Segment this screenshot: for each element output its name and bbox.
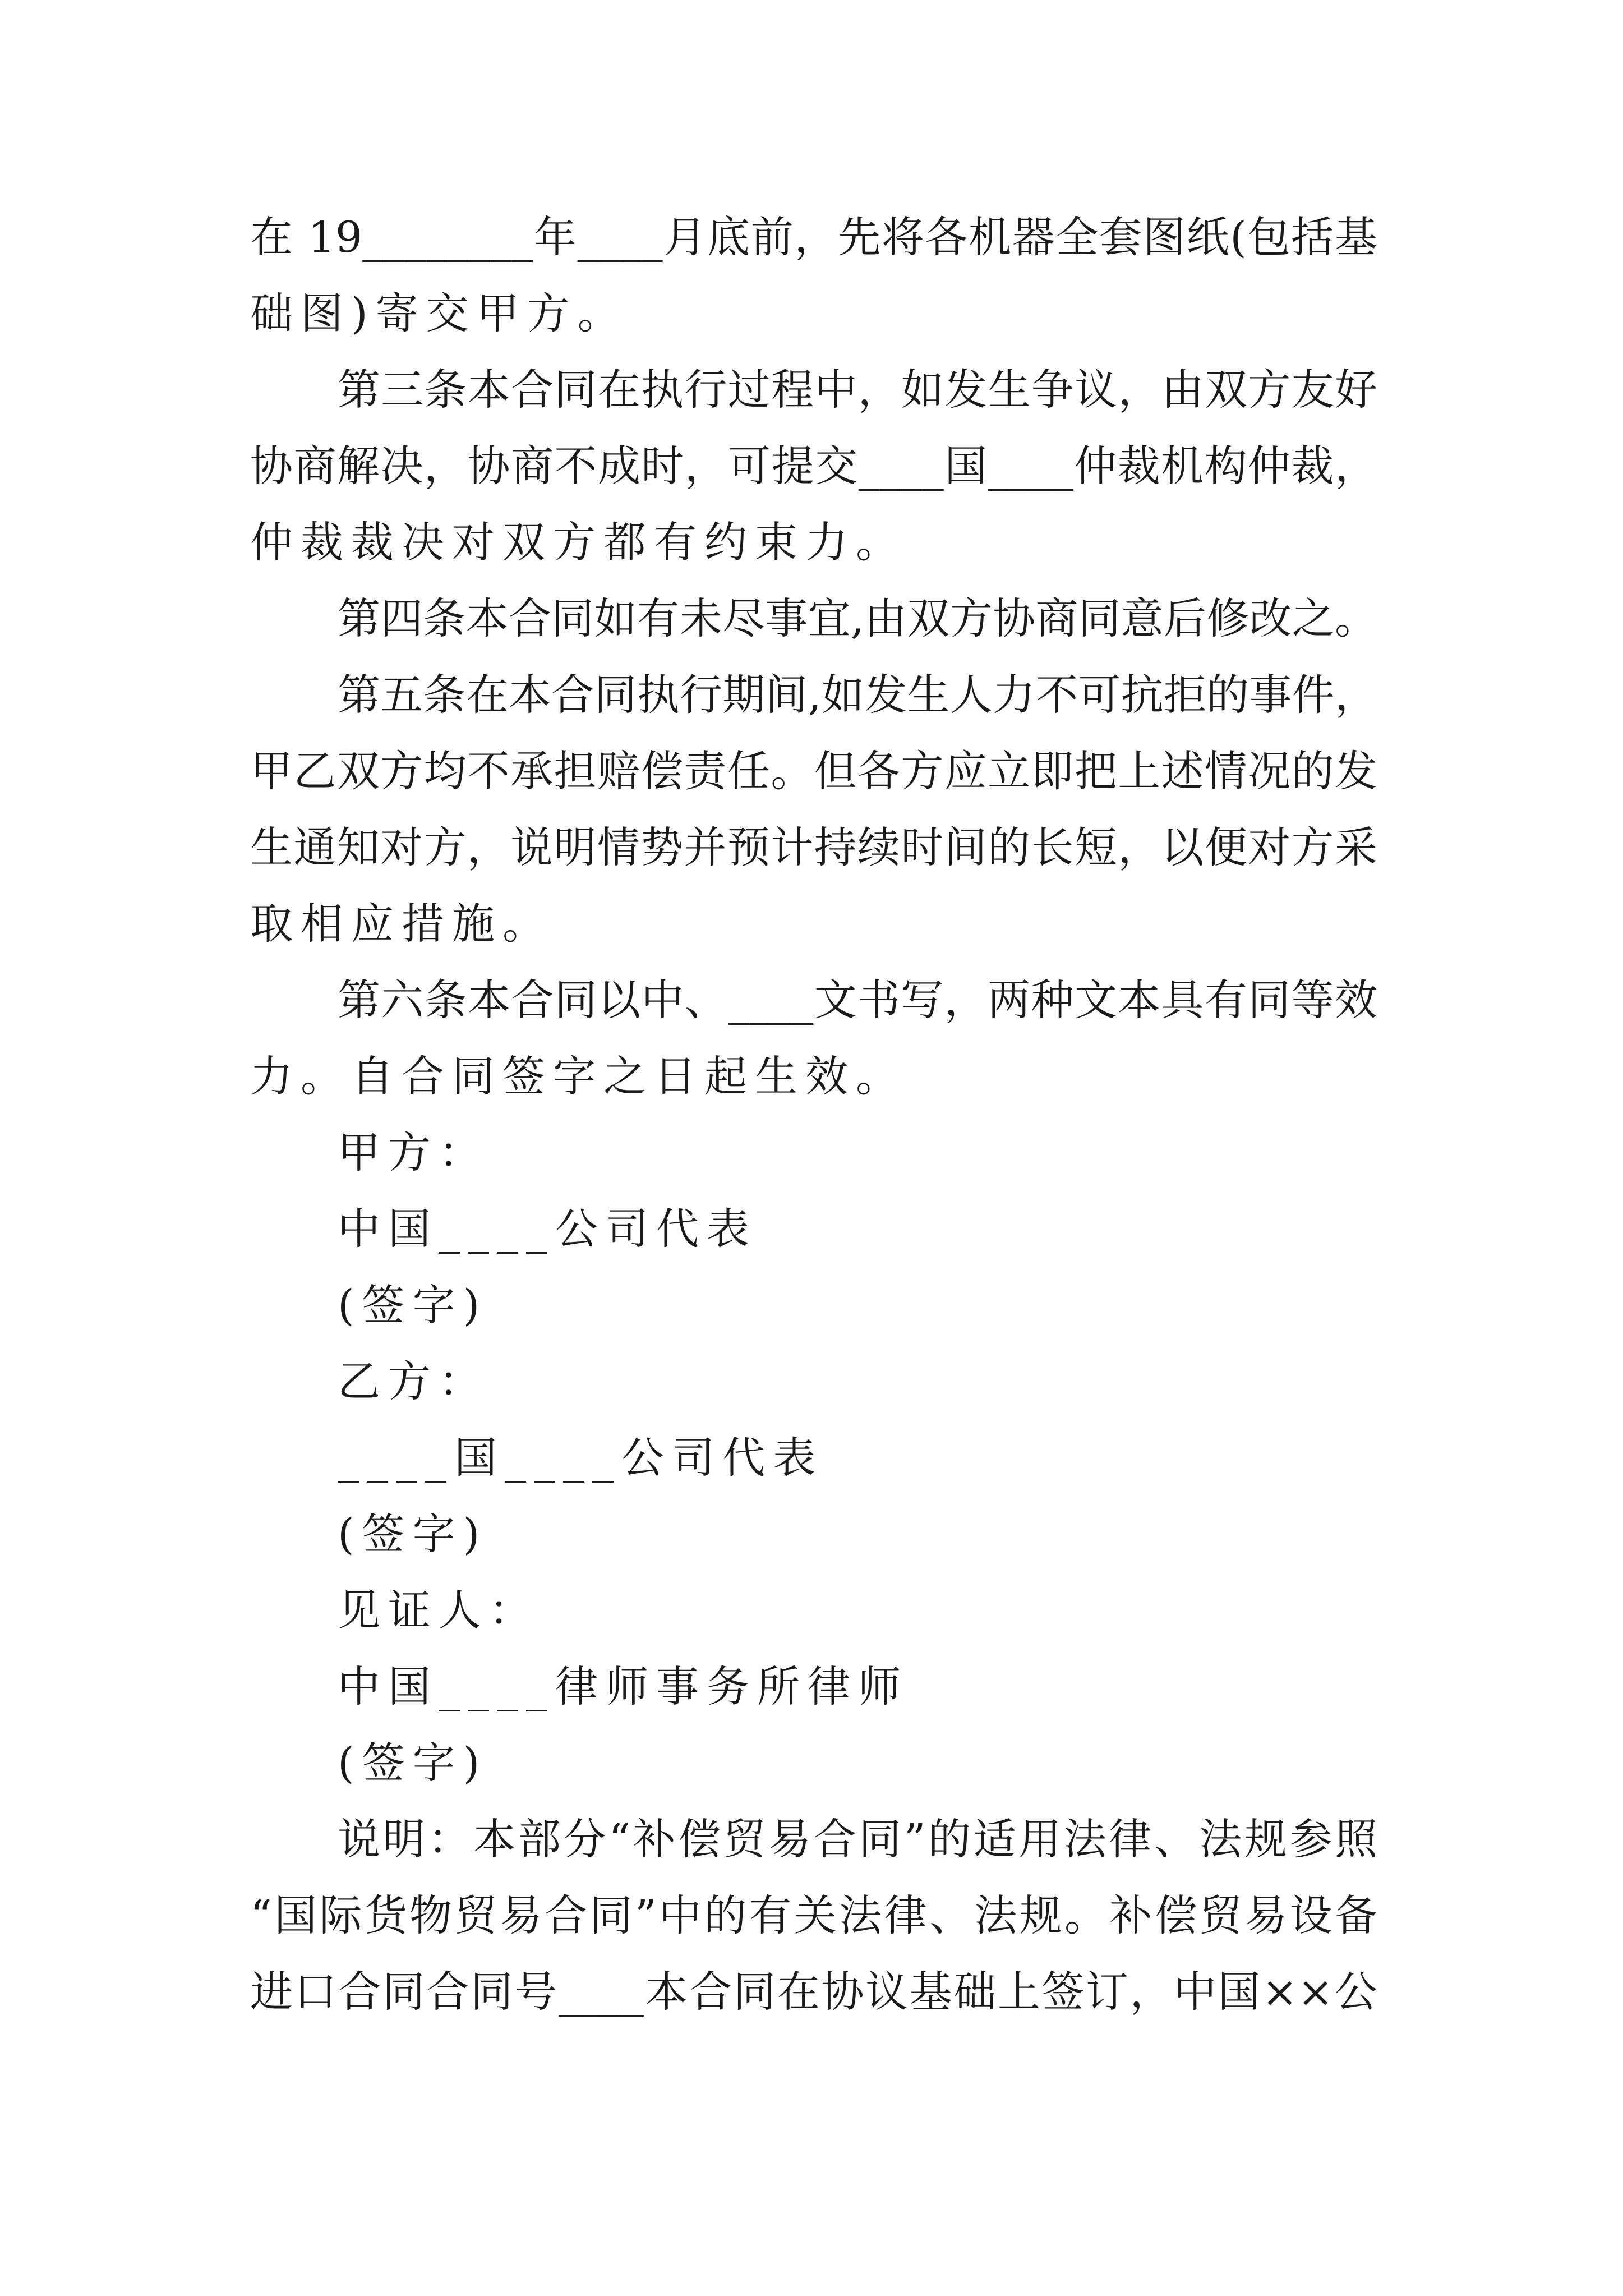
note-line-2: “国际货物贸易合同”中的有关法律、法规。补偿贸易设备	[250, 1890, 1377, 1940]
witness-signature: (签字)	[338, 1738, 488, 1788]
article-5-line-2: 甲乙双方均不承担赔偿责任。但各方应立即把上述情况的发	[250, 746, 1377, 796]
article-6-line-1: 第六条本合同以中、____文书写，两种文本具有同等效	[338, 975, 1377, 1025]
party-a-label: 甲方：	[338, 1128, 489, 1177]
article-5-line-1: 第五条在本合同执行期间,如发生人力不可抗拒的事件，	[338, 670, 1377, 720]
article-3-line-1: 第三条本合同在执行过程中，如发生争议，由双方友好	[338, 365, 1377, 415]
article-4-line-1: 第四条本合同如有未尽事宜,由双方协商同意后修改之。	[338, 593, 1377, 643]
text-line-1: 在 19________年____月底前，先将各机器全套图纸(包括基	[250, 212, 1377, 262]
party-a-company: 中国____公司代表	[338, 1204, 757, 1254]
article-3-line-2: 协商解决，协商不成时，可提交____国____仲裁机构仲裁，	[250, 441, 1377, 491]
note-line-3: 进口合同合同号____本合同在协议基础上签订，中国××公	[250, 1967, 1377, 2017]
article-3-line-3: 仲裁裁决对双方都有约束力。	[250, 517, 906, 567]
party-b-signature: (签字)	[338, 1509, 488, 1559]
text-line-2: 础图)寄交甲方。	[250, 288, 628, 338]
article-5-line-3: 生通知对方，说明情势并预计持续时间的长短，以便对方采	[250, 822, 1377, 872]
article-6-line-2: 力。自合同签字之日起生效。	[250, 1051, 906, 1101]
witness-firm: 中国____律师事务所律师	[338, 1662, 909, 1711]
party-b-company: ____国____公司代表	[338, 1433, 823, 1483]
article-5-line-4: 取相应措施。	[250, 899, 553, 949]
document-body	[250, 199, 1377, 2030]
witness-label: 见证人：	[338, 1585, 540, 1635]
party-b-label: 乙方：	[338, 1356, 489, 1406]
note-line-1: 说明：本部分“补偿贸易合同”的适用法律、法规参照	[338, 1814, 1377, 1864]
party-a-signature: (签字)	[338, 1280, 488, 1330]
